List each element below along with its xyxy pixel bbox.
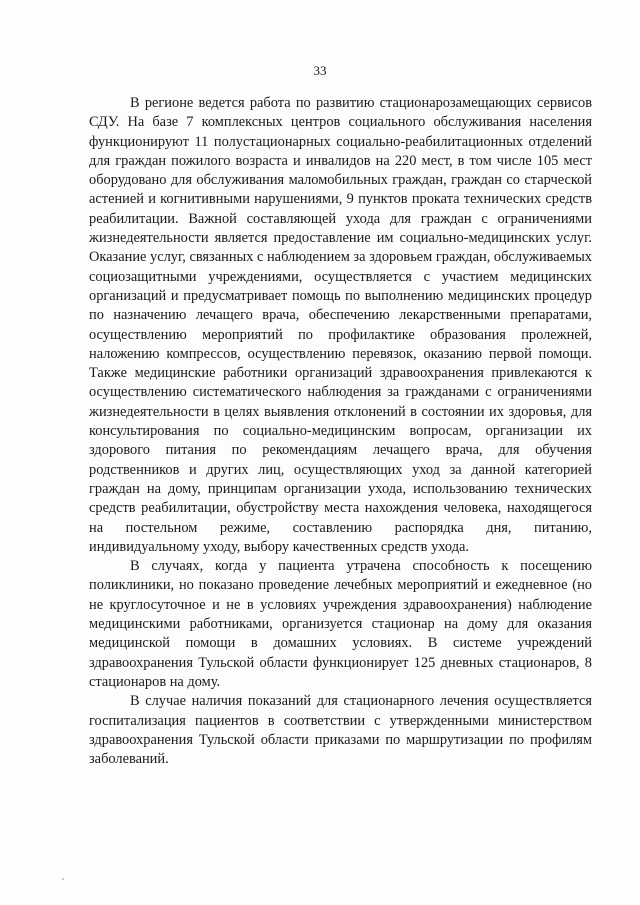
scan-artifact bbox=[62, 878, 64, 880]
paragraph-home-hospital: В случаях, когда у пациента утрачена способность к посещению поликлиники, но показано проведение лечебных мероприятий и ежедневное (но не круглосуточное и не в условиях учреждения здравоохранения) наблюдение медицинскими работниками, организуется стационар на дому для оказания медицинской помощи в домашних условиях. В системе учреждений здравоохранения Тульской области функционирует 125 дневных стационаров, 8 стационаров на дому. bbox=[89, 558, 592, 690]
page-number: 33 bbox=[313, 63, 327, 78]
document-body bbox=[89, 94, 592, 769]
paragraph-stationary-replacement-services: В регионе ведется работа по развитию стационарозамещающих сервисов СДУ. На базе 7 комплексных центров социального обслуживания населения функционируют 11 полустационарных социально-реабилитационных отделений для граждан пожилого возраста и инвалидов на 220 мест, в том числе 105 мест оборудовано для обслуживания маломобильных граждан, граждан со старческой астенией и когнитивными нарушениями, 9 пунктов проката технических средств реабилитации. Важной составляющей ухода для граждан с ограничениями жизнедеятельности является предоставление им социально-медицинских услуг. Оказание услуг, связанных с наблюдением за здоровьем граждан, обслуживаемых социозащитными учреждениями, осуществляется с участием медицинских организаций и предусматривает помощь по выполнению медицинских процедур по назначению лечащего врача, обеспечению лекарственными препаратами, осуществлению мероприятий по профилактике образования пролежней, наложению компрессов, осуществлению перевязок, оказанию первой помощи. Также медицинские работники организаций здравоохранения привлекаются к осуществлению систематического наблюдения за гражданами с ограничениями жизнедеятельности в целях выявления отклонений в состоянии их здоровья, для консультирования по социально-медицинским вопросам, организации их здорового питания по рекомендациям лечащего врача, для обучения родственников и других лиц, осуществляющих уход за данной категорией граждан на дому, принципам организации ухода, использованию технических средств реабилитации, обустройству места нахождения человека, находящегося на постельном режиме, составлению распорядка дня, питанию, индивидуальному уходу, выбору качественных средств ухода. bbox=[89, 95, 593, 555]
paragraph-hospitalization-routing: В случае наличия показаний для стационарного лечения осуществляется госпитализация пациентов в соответствии с утвержденными министерством здравоохранения Тульской области приказами по маршрутизации по профилям заболеваний. bbox=[89, 693, 592, 768]
